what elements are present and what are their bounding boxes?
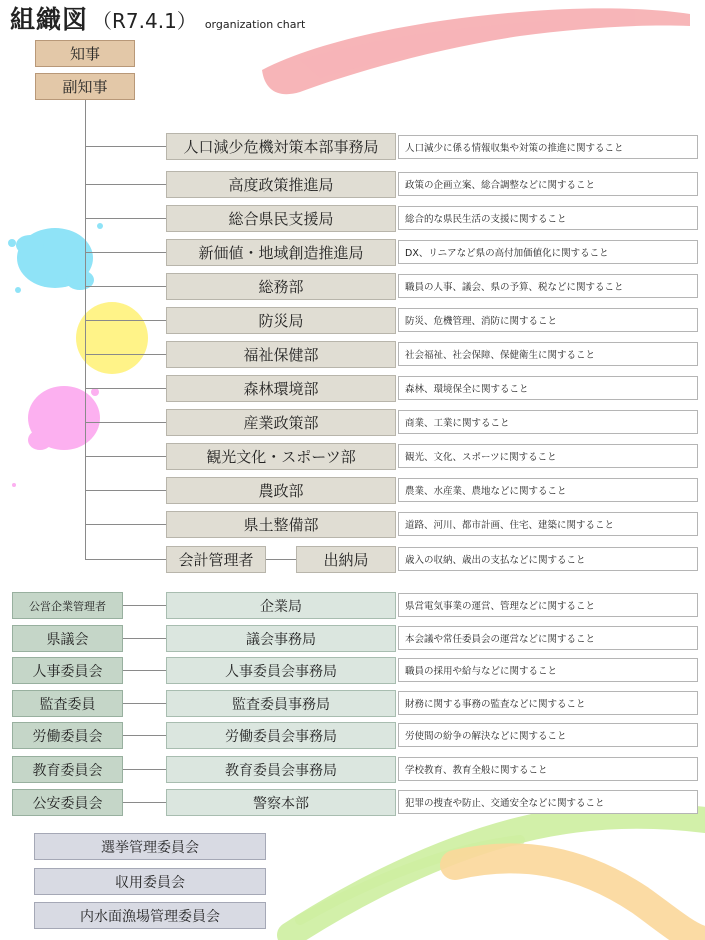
agency-desc (398, 626, 698, 650)
commission-name: 公安委員会 (32, 795, 103, 812)
department-desc (398, 444, 698, 468)
accounting-manager-box (166, 546, 266, 573)
department-desc (398, 172, 698, 196)
department-box (166, 171, 396, 198)
title-text: 組織図 (10, 5, 89, 34)
department-desc (398, 478, 698, 502)
commission-connector (123, 670, 166, 671)
department-name: 福祉保健部 (243, 346, 319, 364)
commission-name: 人事委員会 (32, 663, 103, 680)
department-name: 高度政策推進局 (228, 176, 334, 194)
agency-box (166, 592, 396, 619)
governor-label: 知事 (69, 45, 100, 63)
commission-name: 県議会 (46, 631, 89, 648)
department-desc (398, 135, 698, 159)
department-name: 人口減少危機対策本部事務局 (183, 138, 379, 156)
commission-box (12, 690, 123, 717)
department-desc (398, 410, 698, 434)
department-desc-text: 商業、工業に関すること (405, 418, 510, 429)
agency-desc-text: 労使間の紛争の解決などに関すること (405, 731, 567, 742)
agency-desc (398, 757, 698, 781)
branch-line (85, 320, 166, 321)
commission-box (12, 722, 123, 749)
agency-desc (398, 691, 698, 715)
title-subtitle: organization chart (204, 18, 306, 31)
commission-connector (123, 703, 166, 704)
commission-connector (123, 769, 166, 770)
commission-connector (123, 735, 166, 736)
commission-name: 監査委員 (39, 696, 96, 713)
magenta-splash (12, 386, 100, 487)
yellow-splash (76, 302, 148, 374)
accounting-manager-label: 会計管理者 (178, 551, 254, 569)
commission-name: 公営企業管理者 (29, 599, 106, 613)
branch-line (85, 146, 166, 147)
commission-connector (123, 605, 166, 606)
agency-name: 監査委員事務局 (232, 696, 330, 713)
agency-box (166, 756, 396, 783)
agency-desc-text: 職員の採用や給与などに関すること (405, 666, 558, 677)
branch-line (85, 218, 166, 219)
department-desc (398, 342, 698, 366)
department-name: 県土整備部 (243, 516, 319, 534)
branch-line (85, 422, 166, 423)
department-name: 農政部 (258, 482, 304, 500)
agency-desc-text: 犯罪の捜査や防止、交通安全などに関すること (405, 798, 605, 809)
other-committee-name: 選挙管理委員会 (101, 839, 199, 856)
department-box (166, 205, 396, 232)
other-committee-name: 収用委員会 (115, 874, 185, 891)
vice-governor-box (35, 73, 135, 100)
department-box (166, 133, 396, 160)
branch-line (85, 456, 166, 457)
commission-name: 労働委員会 (32, 728, 103, 745)
other-committee-box (34, 868, 266, 895)
agency-name: 警察本部 (253, 795, 309, 812)
commission-box (12, 756, 123, 783)
department-name: 観光文化・スポーツ部 (206, 448, 356, 466)
agency-desc (398, 593, 698, 617)
department-name: 新価値・地域創造推進局 (198, 244, 364, 262)
commission-box (12, 657, 123, 684)
branch-line (85, 490, 166, 491)
department-desc-text: 観光、文化、スポーツに関すること (405, 452, 557, 463)
department-desc (398, 274, 698, 298)
branch-line (85, 252, 166, 253)
agency-name: 教育委員会事務局 (225, 762, 337, 779)
agency-box (166, 625, 396, 652)
department-desc-text: 森林、環境保全に関すること (405, 384, 529, 395)
commission-box (12, 592, 123, 619)
agency-desc-text: 学校教育、教育全般に関すること (405, 765, 548, 776)
other-committee-name: 内水面漁場管理委員会 (80, 908, 220, 925)
department-box (166, 375, 396, 402)
department-box (166, 477, 396, 504)
department-name: 産業政策部 (243, 414, 319, 432)
treasury-desc-text: 歳入の収納、歳出の支払などに関すること (405, 555, 586, 566)
commission-connector (123, 802, 166, 803)
other-committee-box (34, 902, 266, 929)
department-name: 総務部 (258, 278, 304, 296)
agency-name: 人事委員会事務局 (225, 663, 337, 680)
department-desc (398, 512, 698, 536)
department-desc (398, 308, 698, 332)
commission-name: 教育委員会 (32, 762, 103, 779)
agency-name: 議会事務局 (246, 631, 316, 648)
trunk-line (85, 100, 86, 560)
agency-name: 企業局 (260, 598, 302, 615)
branch-line (85, 559, 166, 560)
other-committee-box (34, 833, 266, 860)
agency-desc-text: 財務に関する事務の監査などに関すること (405, 699, 586, 710)
governor-box (35, 40, 135, 67)
department-box (166, 443, 396, 470)
agency-box (166, 789, 396, 816)
treasury-office-box (296, 546, 396, 573)
branch-line (85, 184, 166, 185)
title-date: （R7.4.1） (92, 9, 197, 33)
department-desc-text: 総合的な県民生活の支援に関すること (405, 214, 567, 225)
department-box (166, 409, 396, 436)
green-orange-brush (290, 816, 705, 940)
department-desc (398, 376, 698, 400)
department-name: 防災局 (258, 312, 304, 330)
agency-desc (398, 723, 698, 747)
treasury-desc (398, 547, 698, 571)
department-box (166, 511, 396, 538)
agency-desc-text: 県営電気事業の運営、管理などに関すること (405, 601, 596, 612)
agency-desc (398, 658, 698, 682)
branch-line (85, 286, 166, 287)
branch-line (85, 524, 166, 525)
branch-line (85, 388, 166, 389)
agency-box (166, 690, 396, 717)
accounting-connector (266, 559, 296, 560)
department-desc-text: 人口減少に係る情報収集や対策の推進に関すること (405, 143, 624, 154)
department-desc (398, 240, 698, 264)
commission-box (12, 789, 123, 816)
cyan-splash (8, 223, 103, 293)
department-box (166, 239, 396, 266)
department-desc (398, 206, 698, 230)
department-name: 総合県民支援局 (228, 210, 334, 228)
department-name: 森林環境部 (243, 380, 319, 398)
department-desc-text: 農業、水産業、農地などに関すること (405, 486, 567, 497)
page-title (10, 0, 305, 36)
department-box (166, 307, 396, 334)
agency-box (166, 722, 396, 749)
vice-governor-label: 副知事 (62, 78, 108, 96)
agency-desc-text: 本会議や常任委員会の運営などに関すること (405, 634, 596, 645)
treasury-office-label: 出納局 (323, 551, 369, 569)
department-desc-text: 道路、河川、都市計画、住宅、建築に関すること (405, 520, 615, 531)
branch-line (85, 354, 166, 355)
department-desc-text: 政策の企画立案、総合調整などに関すること (405, 180, 596, 191)
agency-desc (398, 790, 698, 814)
department-desc-text: 防災、危機管理、消防に関すること (405, 316, 558, 327)
agency-box (166, 657, 396, 684)
department-desc-text: 社会福祉、社会保障、保健衛生に関すること (405, 350, 596, 361)
commission-connector (123, 638, 166, 639)
department-desc-text: 職員の人事、議会、県の予算、税などに関すること (405, 282, 624, 293)
commission-box (12, 625, 123, 652)
agency-name: 労働委員会事務局 (225, 728, 337, 745)
department-desc-text: DX、リニアなど県の高付加価値化に関すること (405, 248, 609, 259)
pink-brush-stroke (262, 8, 690, 94)
department-box (166, 341, 396, 368)
department-box (166, 273, 396, 300)
